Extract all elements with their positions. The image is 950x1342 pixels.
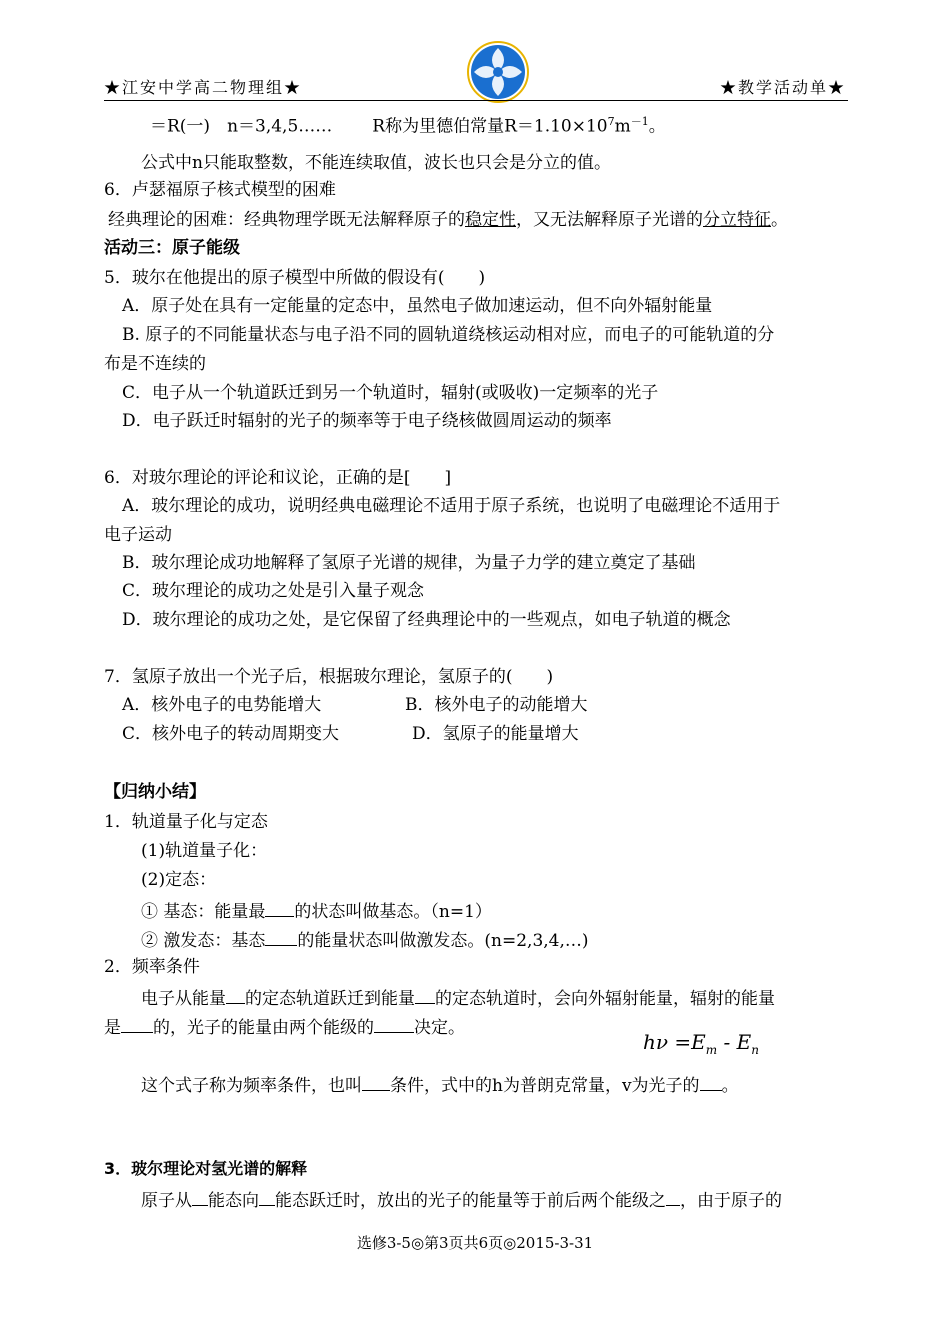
summary-title: 【归纳小结】 <box>104 782 206 802</box>
q5-option-b-line1: B. 原子的不同能量状态与电子沿不同的圆轨道绕核运动相对应，而电子的可能轨道的分 <box>122 325 775 345</box>
frequency-line2 <box>104 1017 465 1037</box>
excited-state-blank[interactable] <box>265 930 297 946</box>
freq2-b: 的，光子的能量由两个能级的 <box>153 1018 374 1038</box>
classical-text-b: ，又无法解释原子光谱的 <box>516 210 703 230</box>
header-divider <box>104 100 848 101</box>
frequency-line1 <box>141 988 775 1008</box>
rydberg-formula: ＝R(一) n＝3,4,5…… <box>150 116 333 137</box>
hydrogen-explanation-line <box>141 1190 782 1210</box>
summary-item1: 1．轨道量子化与定态 <box>104 812 268 832</box>
ground-state-a: ① 基态：能量最 <box>141 902 266 922</box>
classical-difficulty <box>108 212 788 229</box>
formula-minus: - E <box>717 1030 752 1054</box>
ground-state-blank[interactable] <box>265 901 294 917</box>
ground-state-b: 的状态叫做基态。（n=1） <box>294 902 492 922</box>
q6-option-a-line1: A．玻尔理论的成功，说明经典电磁理论不适用于原子系统，也说明了电磁理论不适用于 <box>122 496 781 516</box>
freq2-blank-1[interactable] <box>121 1017 153 1033</box>
exp-c: 能态跃迁时，放出的光子的能量等于前后两个能级之 <box>275 1191 666 1211</box>
cond-blank-1[interactable] <box>362 1075 390 1091</box>
exp-blank-3[interactable] <box>666 1190 680 1206</box>
stability-term: 稳定性 <box>465 210 516 230</box>
freq2-a: 是 <box>104 1018 121 1038</box>
freq-a: 电子从能量 <box>141 989 226 1009</box>
q7-option-a: A．核外电子的电势能增大 <box>122 695 322 715</box>
exp-a: 原子从 <box>141 1191 192 1211</box>
q6-option-a-line2: 电子运动 <box>104 525 172 545</box>
section6-title: 6．卢瑟福原子核式模型的困难 <box>104 180 336 200</box>
excited-state-a: ② 激发态：基态 <box>141 931 266 951</box>
rydberg-unit-exponent: －1 <box>630 115 649 128</box>
activity3-heading: 活动三：原子能级 <box>104 238 240 258</box>
summary-sub1: (1)轨道量子化： <box>141 841 268 861</box>
exp-b: 能态向 <box>208 1191 259 1211</box>
freq-c: 的定态轨道时，会向外辐射能量，辐射的能量 <box>435 989 775 1009</box>
q6-option-b: B．玻尔理论成功地解释了氢原子光谱的规律，为量子力学的建立奠定了基础 <box>122 553 696 573</box>
frequency-condition-line <box>141 1075 739 1095</box>
header-left-title: ★江安中学高二物理组★ <box>104 78 303 97</box>
q7-option-c: C．核外电子的转动周期变大 <box>122 724 340 744</box>
formula-main: hν =E <box>643 1030 706 1054</box>
integer-note: 公式中n只能取整数，不能连续取值，波长也只会是分立的值。 <box>141 153 611 173</box>
freq2-c: 决定。 <box>414 1018 465 1038</box>
classical-text-c: 。 <box>771 210 788 230</box>
summary-item2: 2．频率条件 <box>104 957 200 977</box>
page-footer: 选修3-5◎第3页共6页◎2015-3-31 <box>356 1234 594 1252</box>
freq-blank-2[interactable] <box>415 988 435 1004</box>
cond-blank-2[interactable] <box>700 1075 722 1091</box>
rydberg-line <box>150 116 666 136</box>
q6-stem: 6．对玻尔理论的评论和议论，正确的是[ ] <box>104 468 452 488</box>
q7-option-d: D．氢原子的能量增大 <box>412 724 579 744</box>
formula-sub-n: n <box>751 1043 759 1057</box>
q5-option-c: C．电子从一个轨道跃迁到另一个轨道时，辐射(或吸收)一定频率的光子 <box>122 383 659 403</box>
classical-text-a: 经典理论的困难：经典物理学既无法解释原子的 <box>108 210 465 230</box>
summary-item3: 3．玻尔理论对氢光谱的解释 <box>104 1159 308 1178</box>
freq-blank-1[interactable] <box>226 988 245 1004</box>
exp-d: ，由于原子的 <box>680 1191 782 1211</box>
rydberg-desc: R称为里德伯常量R＝1.10×10 <box>372 116 608 137</box>
q6-option-c: C．玻尔理论的成功之处是引入量子观念 <box>122 581 425 601</box>
excited-state-line <box>141 930 589 950</box>
q5-option-b-line2: 布是不连续的 <box>104 354 206 374</box>
cond-b: 条件，式中的h为普朗克常量，v为光子的 <box>390 1076 700 1096</box>
frequency-condition-formula <box>643 1032 759 1056</box>
q5-option-a: A．原子处在具有一定能量的定态中，虽然电子做加速运动，但不向外辐射能量 <box>122 296 713 316</box>
rydberg-unit: m <box>614 116 631 137</box>
excited-state-b: 的能量状态叫做激发态。(n=2,3,4,…) <box>297 931 589 951</box>
header-right-title: ★教学活动单★ <box>719 78 846 97</box>
q7-option-b: B．核外电子的动能增大 <box>405 695 588 715</box>
q6-option-d: D．玻尔理论的成功之处，是它保留了经典理论中的一些观点，如电子轨道的概念 <box>122 610 731 630</box>
q5-stem: 5．玻尔在他提出的原子模型中所做的假设有( ) <box>104 268 486 288</box>
discrete-term: 分立特征 <box>703 210 771 230</box>
ground-state-line <box>141 901 492 921</box>
freq-b: 的定态轨道跃迁到能量 <box>245 989 415 1009</box>
formula-sub-m: m <box>705 1043 718 1057</box>
freq2-blank-2[interactable] <box>374 1017 414 1033</box>
rydberg-end: 。 <box>648 116 666 137</box>
summary-sub2: (2)定态： <box>141 870 217 890</box>
school-logo-icon <box>466 40 530 104</box>
q7-stem: 7．氢原子放出一个光子后，根据玻尔理论，氢原子的( ) <box>104 667 554 687</box>
cond-a: 这个式子称为频率条件，也叫 <box>141 1076 362 1096</box>
rydberg-exponent: 7 <box>607 115 615 128</box>
q5-option-d: D．电子跃迁时辐射的光子的频率等于电子绕核做圆周运动的频率 <box>122 411 612 431</box>
exp-blank-2[interactable] <box>259 1190 275 1206</box>
cond-c: 。 <box>721 1076 739 1096</box>
exp-blank-1[interactable] <box>192 1190 208 1206</box>
